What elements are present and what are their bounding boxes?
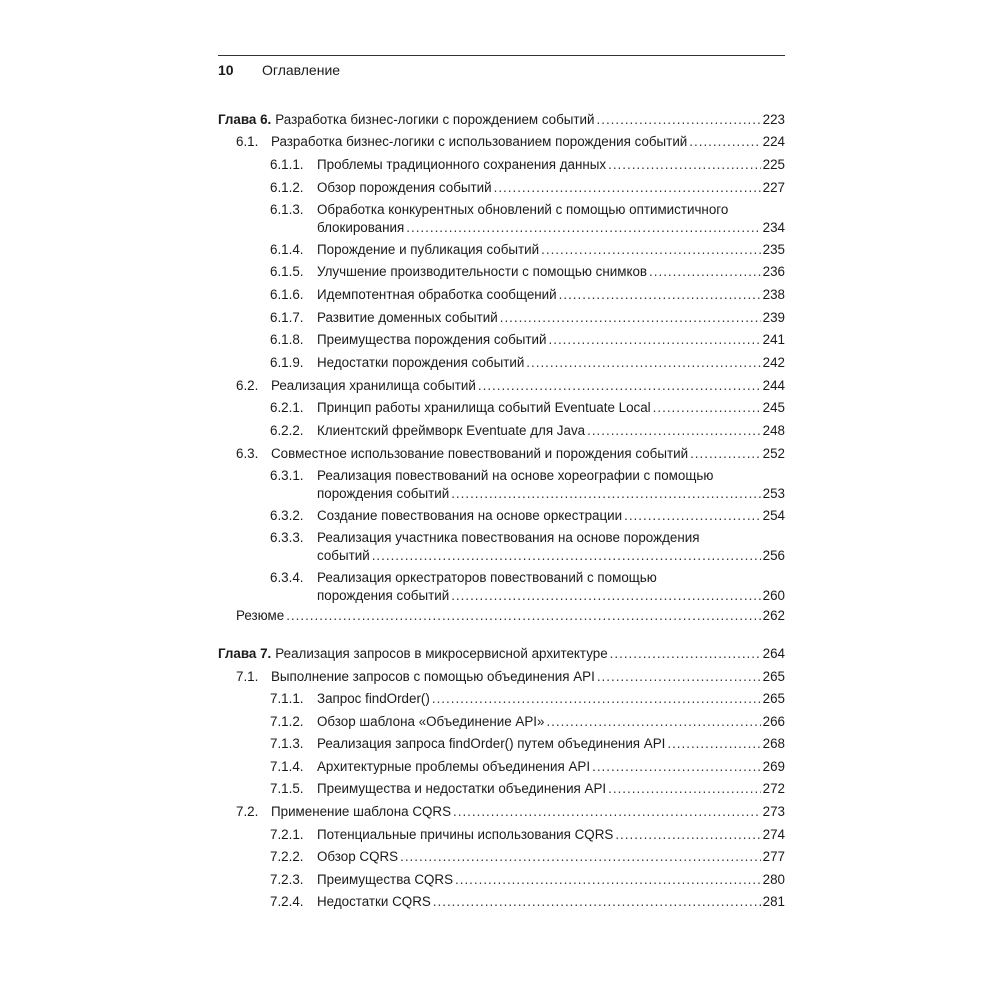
entry-title: Реализация запроса findOrder() путем объединения API [317, 736, 666, 751]
entry-page-number: 253 [762, 486, 785, 501]
dot-leader [549, 332, 761, 348]
dot-leader [649, 264, 761, 280]
dot-leader [451, 588, 760, 604]
entry-number: 6.1.3. [270, 202, 304, 217]
dot-leader [433, 894, 761, 910]
entry-title-first-line: Реализация повествований на основе хореографии с помощью [317, 468, 714, 483]
toc-entry-sub [0, 827, 1000, 847]
entry-page-number: 274 [762, 827, 785, 842]
entry-page-number: 265 [762, 669, 785, 684]
entry-page-number: 224 [762, 134, 785, 149]
dot-leader [690, 446, 761, 462]
entry-number: 7.2.2. [270, 849, 304, 864]
dot-leader [372, 548, 761, 564]
entry-page-number: 268 [762, 736, 785, 751]
entry-title: Создание повествования на основе оркестрации [317, 508, 623, 523]
chapter-label: Глава 7. [218, 646, 272, 661]
entry-number: 7.1.4. [270, 759, 304, 774]
entry-page-number: 260 [762, 588, 785, 603]
dot-leader [597, 669, 761, 685]
entry-page-number: 280 [762, 872, 785, 887]
entry-title: Реализация запросов в микросервисной архитектуре [275, 646, 608, 661]
entry-page-number: 242 [762, 355, 785, 370]
entry-page-number: 236 [762, 264, 785, 279]
dot-leader [494, 180, 761, 196]
entry-number: 7.1.2. [270, 714, 304, 729]
dot-leader [455, 872, 761, 888]
entry-number: 6.3.2. [270, 508, 304, 523]
running-title: Оглавление [262, 62, 341, 78]
entry-number: 6.1.4. [270, 242, 304, 257]
entry-title: Архитектурные проблемы объединения API [317, 759, 591, 774]
toc-entry-sub [0, 202, 1000, 235]
entry-title: событий [317, 548, 370, 563]
entry-page-number: 272 [762, 781, 785, 796]
entry-page-number: 234 [762, 220, 785, 235]
entry-title: Применение шаблона CQRS [271, 804, 452, 819]
entry-number: 6.3.3. [270, 530, 304, 545]
entry-title: Обзор шаблона «Объединение API» [317, 714, 545, 729]
entry-title: Разработка бизнес-логики с использованием порождения событий [271, 134, 688, 149]
entry-title: Преимущества порождения событий [317, 332, 547, 347]
toc-entry-sub [0, 355, 1000, 375]
entry-page-number: 256 [762, 548, 785, 563]
entry-page-number: 238 [762, 287, 785, 302]
toc-entry-sub [0, 714, 1000, 734]
entry-page-number: 265 [762, 691, 785, 706]
entry-number: 6.1.9. [270, 355, 304, 370]
entry-title: Обзор CQRS [317, 849, 399, 864]
entry-page-number: 266 [762, 714, 785, 729]
toc-entry-sub [0, 508, 1000, 528]
entry-number: 6.3. [236, 446, 259, 461]
toc-entry-sub [0, 691, 1000, 711]
entry-number: 6.1.2. [270, 180, 304, 195]
dot-leader [451, 486, 760, 502]
entry-page-number: 235 [762, 242, 785, 257]
entry-number: 6.2.1. [270, 400, 304, 415]
entry-number: 6.1.7. [270, 310, 304, 325]
entry-number: 6.3.4. [270, 570, 304, 585]
dot-leader [546, 714, 760, 730]
entry-page-number: 262 [762, 608, 785, 623]
entry-title: Клиентский фреймворк Eventuate для Java [317, 423, 586, 438]
dot-leader [608, 781, 761, 797]
dot-leader [478, 378, 761, 394]
entry-title-first-line: Реализация оркестраторов повествований с помощью [317, 570, 657, 585]
entry-number: 7.2. [236, 804, 259, 819]
entry-number: 6.1.8. [270, 332, 304, 347]
toc-entry-sub [0, 468, 1000, 501]
entry-title: Принцип работы хранилища событий Eventuate Local [317, 400, 651, 415]
entry-page-number: 248 [762, 423, 785, 438]
entry-page-number: 252 [762, 446, 785, 461]
toc-entry-sub [0, 423, 1000, 443]
entry-title: Порождение и публикация событий [317, 242, 540, 257]
entry-number: 6.2.2. [270, 423, 304, 438]
dot-leader [608, 157, 761, 173]
entry-title: порождения событий [317, 486, 450, 501]
entry-title: порождения событий [317, 588, 450, 603]
entry-page-number: 269 [762, 759, 785, 774]
dot-leader [597, 112, 761, 128]
toc-entry-sub [0, 736, 1000, 756]
toc-entry-chapter [0, 112, 1000, 132]
dot-leader [592, 759, 761, 775]
toc-entry-section [0, 804, 1000, 824]
toc-entry-sub [0, 570, 1000, 603]
dot-leader [667, 736, 760, 752]
toc-entry-sub [0, 872, 1000, 892]
entry-page-number: 245 [762, 400, 785, 415]
dot-leader [689, 134, 760, 150]
toc-entry-section [0, 134, 1000, 154]
dot-leader [500, 310, 761, 326]
dot-leader [541, 242, 761, 258]
toc-entry-sub [0, 180, 1000, 200]
toc-entry-section [0, 446, 1000, 466]
entry-title: Проблемы традиционного сохранения данных [317, 157, 607, 172]
entry-number: 7.1.3. [270, 736, 304, 751]
dot-leader [432, 691, 761, 707]
entry-title: Выполнение запросов с помощью объединения API [271, 669, 595, 684]
dot-leader [610, 646, 761, 662]
toc-entry-sub [0, 530, 1000, 563]
entry-page-number: 225 [762, 157, 785, 172]
entry-page-number: 254 [762, 508, 785, 523]
entry-title: Разработка бизнес-логики с порождением событий [275, 112, 595, 127]
dot-leader [653, 400, 761, 416]
dot-leader [453, 804, 761, 820]
dot-leader [587, 423, 761, 439]
entry-number: 6.2. [236, 378, 259, 393]
entry-number: 6.1. [236, 134, 259, 149]
entry-page-number: 244 [762, 378, 785, 393]
entry-title: Улучшение производительности с помощью снимков [317, 264, 648, 279]
dot-leader [615, 827, 760, 843]
toc-entry-sub [0, 310, 1000, 330]
entry-page-number: 273 [762, 804, 785, 819]
toc-entry-sub [0, 759, 1000, 779]
entry-title: Совместное использование повествований и порождения событий [271, 446, 689, 461]
entry-title: Недостатки CQRS [317, 894, 431, 909]
toc-entry-sub [0, 400, 1000, 420]
toc-entry-chapter [0, 646, 1000, 666]
entry-number: 6.1.6. [270, 287, 304, 302]
toc-entry-section [0, 669, 1000, 689]
entry-number: 7.1. [236, 669, 259, 684]
entry-number: 6.3.1. [270, 468, 304, 483]
entry-title: Реализация хранилища событий [271, 378, 476, 393]
toc-entry-sub [0, 894, 1000, 914]
entry-title: Развитие доменных событий [317, 310, 498, 325]
toc-entry-sub [0, 287, 1000, 307]
entry-title-first-line: Обработка конкурентных обновлений с помощью оптимистичного [317, 202, 729, 217]
entry-number: 7.2.3. [270, 872, 304, 887]
entry-title: Резюме [236, 608, 285, 623]
dot-leader [286, 608, 760, 624]
toc-entry-summary [0, 608, 1000, 628]
entry-page-number: 281 [762, 894, 785, 909]
toc-entry-sub [0, 157, 1000, 177]
entry-number: 7.2.1. [270, 827, 304, 842]
entry-page-number: 227 [762, 180, 785, 195]
dot-leader [526, 355, 760, 371]
entry-page-number: 239 [762, 310, 785, 325]
dot-leader [624, 508, 761, 524]
entry-title: Преимущества CQRS [317, 872, 454, 887]
entry-title: Преимущества и недостатки объединения API [317, 781, 607, 796]
entry-title-first-line: Реализация участника повествования на основе порождения [317, 530, 700, 545]
entry-number: 7.2.4. [270, 894, 304, 909]
dot-leader [559, 287, 761, 303]
entry-page-number: 223 [762, 112, 785, 127]
toc-entry-sub [0, 332, 1000, 352]
toc-entry-sub [0, 849, 1000, 869]
entry-page-number: 277 [762, 849, 785, 864]
entry-number: 6.1.1. [270, 157, 304, 172]
entry-page-number: 241 [762, 332, 785, 347]
page-number: 10 [218, 62, 234, 78]
dot-leader [406, 220, 760, 236]
entry-title: Обзор порождения событий [317, 180, 492, 195]
toc-entry-sub [0, 242, 1000, 262]
toc-entry-sub [0, 264, 1000, 284]
entry-title: Идемпотентная обработка сообщений [317, 287, 557, 302]
entry-title: Запрос findOrder() [317, 691, 430, 706]
entry-page-number: 264 [762, 646, 785, 661]
entry-number: 7.1.5. [270, 781, 304, 796]
toc-entry-sub [0, 781, 1000, 801]
toc-entry-section [0, 378, 1000, 398]
entry-number: 6.1.5. [270, 264, 304, 279]
entry-title: блокирования [317, 220, 405, 235]
chapter-label: Глава 6. [218, 112, 272, 127]
entry-number: 7.1.1. [270, 691, 304, 706]
dot-leader [400, 849, 761, 865]
entry-title: Недостатки порождения событий [317, 355, 525, 370]
entry-title: Потенциальные причины использования CQRS [317, 827, 614, 842]
